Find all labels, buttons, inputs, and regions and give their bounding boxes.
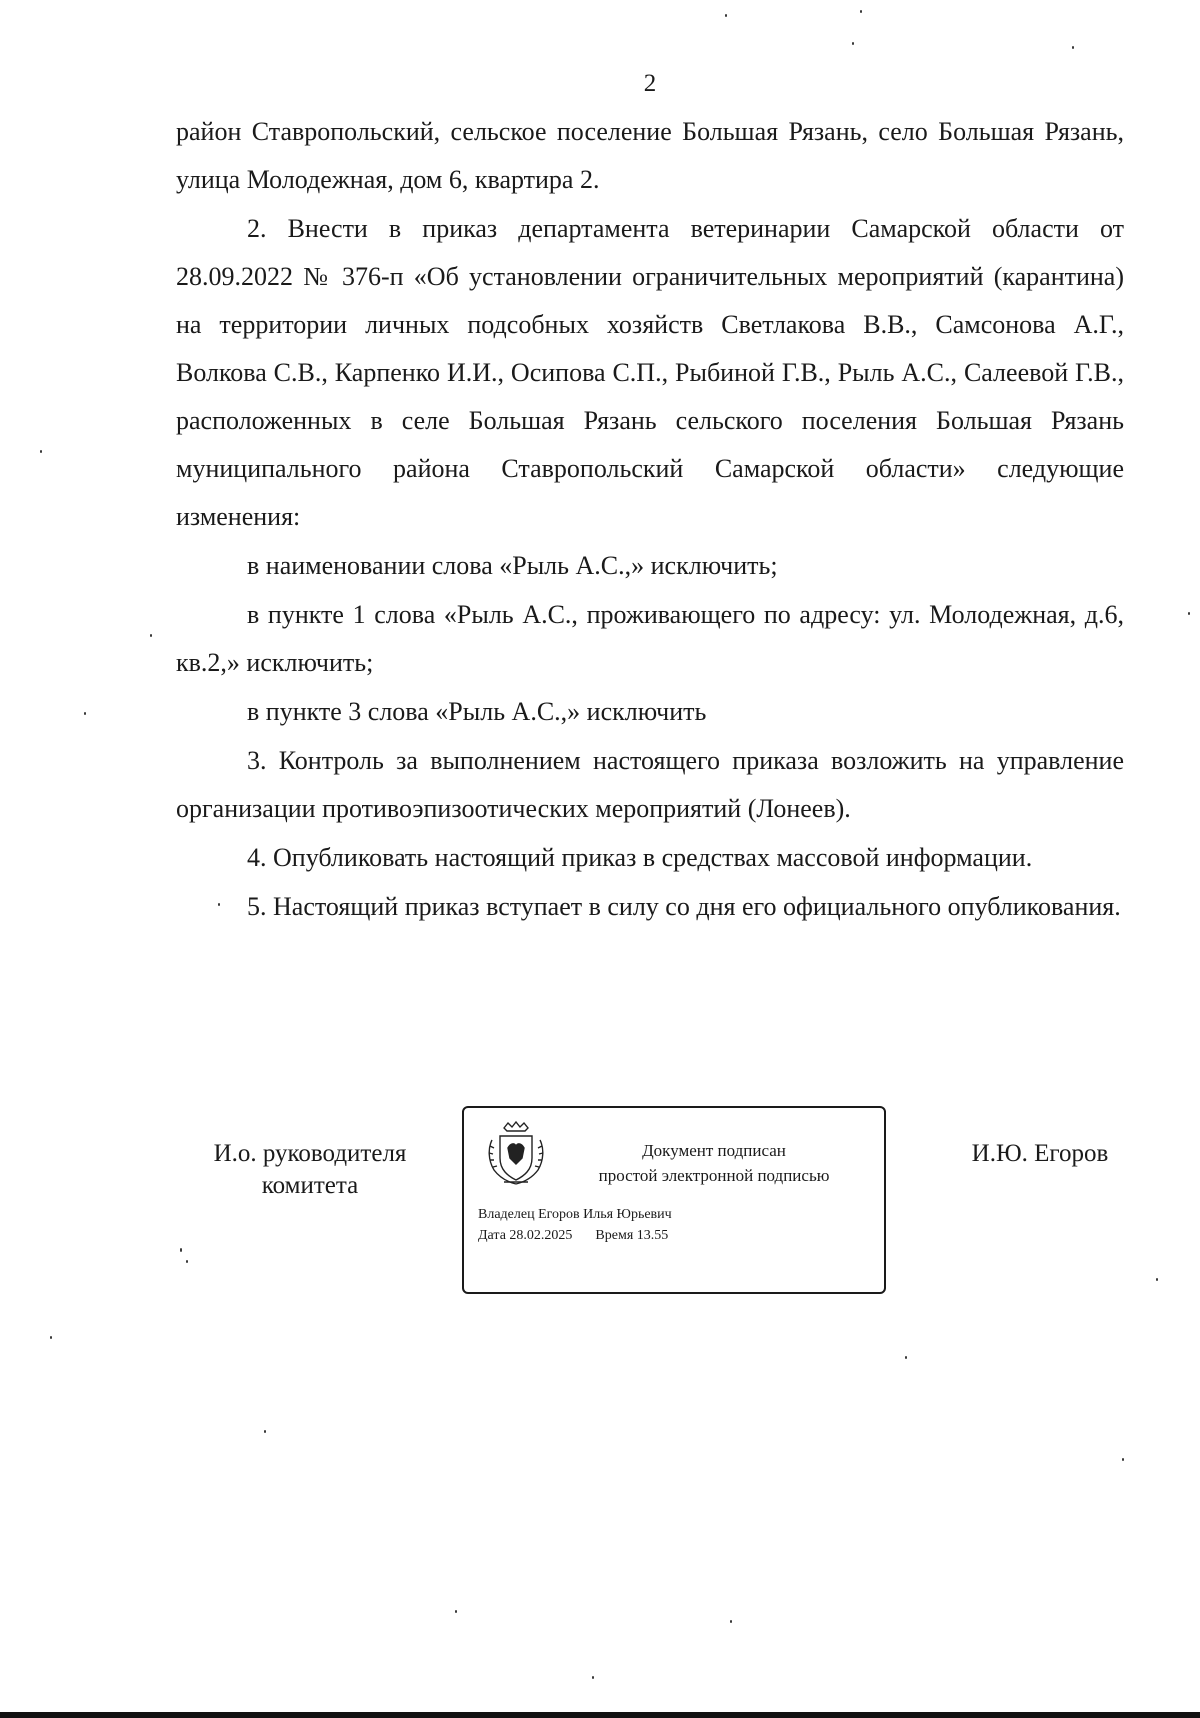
- electronic-signature-stamp: [462, 1106, 886, 1294]
- stamp-date-label: Дата: [478, 1228, 506, 1243]
- stamp-details: [478, 1204, 878, 1246]
- paragraph: 4. Опубликовать настоящий приказ в средствах массовой информации.: [247, 843, 1033, 872]
- stamp-title: [556, 1138, 872, 1188]
- scan-speck: [725, 14, 727, 17]
- stamp-time-label: Время: [595, 1228, 634, 1243]
- paragraph: район Ставропольский, сельское поселение Большая Рязань, село Большая Рязань, улица Молодежная, дом 6, квартира 2.: [176, 117, 1124, 194]
- signatory-role-line2: комитета: [261, 1172, 359, 1199]
- paragraph: 5. Настоящий приказ вступает в силу со дня его официального опубликования.: [247, 892, 1121, 921]
- stamp-title-line2: простой электронной подписью: [598, 1166, 830, 1185]
- scan-speck: [84, 712, 86, 715]
- stamp-owner: Егоров Илья Юрьевич: [538, 1207, 672, 1222]
- scan-speck: [50, 1336, 52, 1339]
- signatory-name: И.Ю. Егоров: [971, 1140, 1109, 1167]
- scan-speck: [1122, 1458, 1124, 1461]
- signatory-role: [190, 1138, 430, 1202]
- scan-speck: [455, 1610, 457, 1613]
- page-number: 2: [643, 70, 657, 97]
- scan-speck: [1188, 612, 1190, 615]
- document-body: [176, 108, 1124, 932]
- scan-speck: [860, 10, 862, 13]
- scan-speck: [730, 1620, 732, 1623]
- scan-speck: [186, 1260, 188, 1263]
- scan-speck: [180, 1248, 182, 1252]
- scan-speck: [218, 903, 220, 906]
- paragraph: в пункте 3 слова «Рыль А.С.,» исключить: [247, 697, 707, 726]
- stamp-date: 28.02.2025: [509, 1228, 573, 1243]
- stamp-owner-row: [478, 1204, 878, 1225]
- stamp-time: 13.55: [636, 1228, 669, 1243]
- signatory-role-line1: И.о. руководителя: [213, 1140, 407, 1167]
- samara-coat-of-arms-icon: [484, 1120, 548, 1186]
- scan-speck: [264, 1430, 266, 1433]
- stamp-owner-label: Владелец: [478, 1207, 535, 1222]
- stamp-title-line1: Документ подписан: [642, 1141, 786, 1160]
- scan-speck: [40, 450, 42, 453]
- paragraph: в наименовании слова «Рыль А.С.,» исключить;: [247, 551, 778, 580]
- scan-bottom-edge: [0, 1712, 1200, 1718]
- scan-speck: [905, 1356, 907, 1359]
- paragraph: в пункте 1 слова «Рыль А.С., проживающего по адресу: ул. Молодежная, д.6, кв.2,» исключить;: [176, 600, 1124, 677]
- scan-speck: [852, 42, 854, 45]
- scan-speck: [1072, 46, 1074, 49]
- paragraph: 3. Контроль за выполнением настоящего приказа возложить на управление организации противоэпизоотических мероприятий (Лонеев).: [176, 746, 1124, 823]
- stamp-datetime-row: [478, 1225, 878, 1246]
- scan-speck: [1156, 1278, 1158, 1281]
- scan-speck: [150, 634, 152, 637]
- scan-speck: [592, 1676, 594, 1679]
- paragraph: 2. Внести в приказ департамента ветеринарии Самарской области от 28.09.2022 № 376-п «Об установлении ограничительных мероприятий (карантина) на территории личных подсобных хозяйств Светлакова В.В., Самсонова А.Г., Волкова С.В., Карпенко И.И., Осипова С.П., Рыбиной Г.В., Рыль А.С., Салеевой Г.В., расположенных в селе Большая Рязань сельского поселения Большая Рязань муниципального района Ставропольский Самарской области» следующие изменения:: [176, 214, 1124, 531]
